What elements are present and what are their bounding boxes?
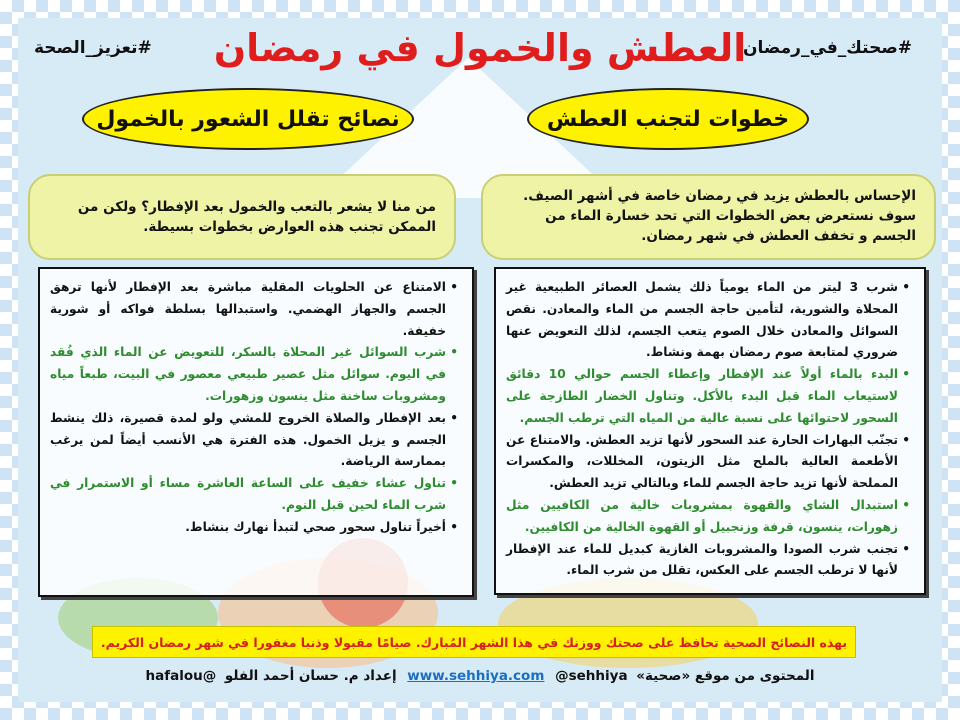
fatigue-tips-list — [50, 277, 458, 539]
author-credit: إعداد م. حسان أحمد الفلو — [224, 668, 397, 684]
thirst-tips-box — [494, 267, 926, 595]
hashtag-ramadan-health[interactable]: #صحتك_في_رمضان — [743, 38, 912, 58]
thirst-tips-list — [506, 277, 910, 582]
page-title: العطش والخمول في رمضان — [213, 26, 747, 70]
fatigue-heading — [82, 88, 414, 150]
thirst-heading — [527, 88, 809, 150]
list-item: • تناول عشاء خفيف على الساعة العاشرة مساء أو الاستمرار في شرب الماء لحين قبل النوم. — [50, 473, 458, 517]
list-item: • البدء بالماء أولاً عند الإفطار وإعطاء الجسم حوالي 10 دقائق لاستيعاب الماء قبل البدء بالأكل. وتناول الخضار الطازجة على السحور لاحتوائها على نسبة عالية من المياه التي ترطب الجسم. — [506, 364, 910, 429]
website-link[interactable]: www.sehhiya.com — [407, 668, 545, 684]
thirst-heading-label: خطوات لتجنب العطش — [546, 106, 790, 132]
source-prefix: المحتوى من موقع «صحية» — [636, 668, 815, 684]
list-item: • تجنّب البهارات الحارة عند السحور لأنها تزيد العطش. والامتناع عن الأطعمة العالية بالملح مثل الزيتون، المخللات، والمكسرات المملحة لأنها تزيد حاجة الجسم للماء وبالتالي تزيد العطش. — [506, 430, 910, 495]
fatigue-intro — [28, 174, 456, 260]
fatigue-tips-box — [38, 267, 474, 597]
list-item: • تجنب شرب الصودا والمشروبات الغازية كبديل للماء عند الإفطار لأنها لا ترطب الجسم على العكس، تقلل من شرب الماء. — [506, 539, 910, 583]
fatigue-intro-text: من منا لا يشعر بالتعب والخمول بعد الإفطار؟ ولكن من الممكن تجنب هذه العوارض بخطوات بسيطة. — [77, 199, 436, 235]
credits-line — [0, 668, 960, 684]
site-handle[interactable]: @sehhiya — [555, 668, 628, 684]
list-item: • استبدال الشاي والقهوة بمشروبات خالية من الكافيين مثل زهورات، ينسون، قرفة وزنجبيل أو القهوة الخالية من الكافيين. — [506, 495, 910, 539]
thirst-intro: الإحساس بالعطش يزيد في رمضان خاصة في أشهر الصيف. سوف نستعرض بعض الخطوات التي تحد خسارة الماء من الجسم و تخفف العطش في شهر رمضان. — [481, 174, 936, 260]
closing-message: بهذه النصائح الصحية تحافظ على صحتك ووزنك في هذا الشهر المُبارك. صيامًا مقبولا وذنبا مغفورا في شهر رمضان الكريم. — [100, 634, 848, 650]
list-item: • الامتناع عن الحلويات المقلية مباشرة بعد الإفطار لأنها ترهق الجسم والجهاز الهضمي. واستبدالها بسلطة فواكه أو شورية خفيفة. — [50, 277, 458, 342]
fatigue-heading-label: نصائح تقلل الشعور بالخمول — [96, 106, 400, 132]
author-handle[interactable]: @hafalou — [145, 668, 217, 684]
hashtag-health-promotion[interactable]: #تعزيز_الصحة — [34, 38, 152, 58]
closing-message-banner — [92, 626, 856, 658]
list-item: • شرب السوائل غير المحلاة بالسكر، للتعويض عن الماء الذي فُقد في اليوم. سوائل مثل عصير طبيعي معصور في البيت، طبعاً مياه ومشروبات ساخنة مثل ينسون وزهورات. — [50, 342, 458, 407]
list-item: • بعد الإفطار والصلاة الخروج للمشي ولو لمدة قصيرة، ذلك ينشط الجسم و يزيل الخمول. هذه الفترة هي الأنسب أيضاً لمن يرغب بممارسة الرياضة. — [50, 408, 458, 473]
list-item: • شرب 3 ليتر من الماء يومياً ذلك يشمل العصائر الطبيعية غير المحلاة والشورية، لتأمين حاجة الجسم من الماء والمعادن. نقص السوائل والمعادن خلال الصوم يتعب الجسم، لذلك التعويض عنها ضروري لمتابعة صوم رمضان بهمة ونشاط. — [506, 277, 910, 364]
list-item: • أخيراً تناول سحور صحي لتبدأ نهارك بنشاط. — [50, 517, 458, 539]
